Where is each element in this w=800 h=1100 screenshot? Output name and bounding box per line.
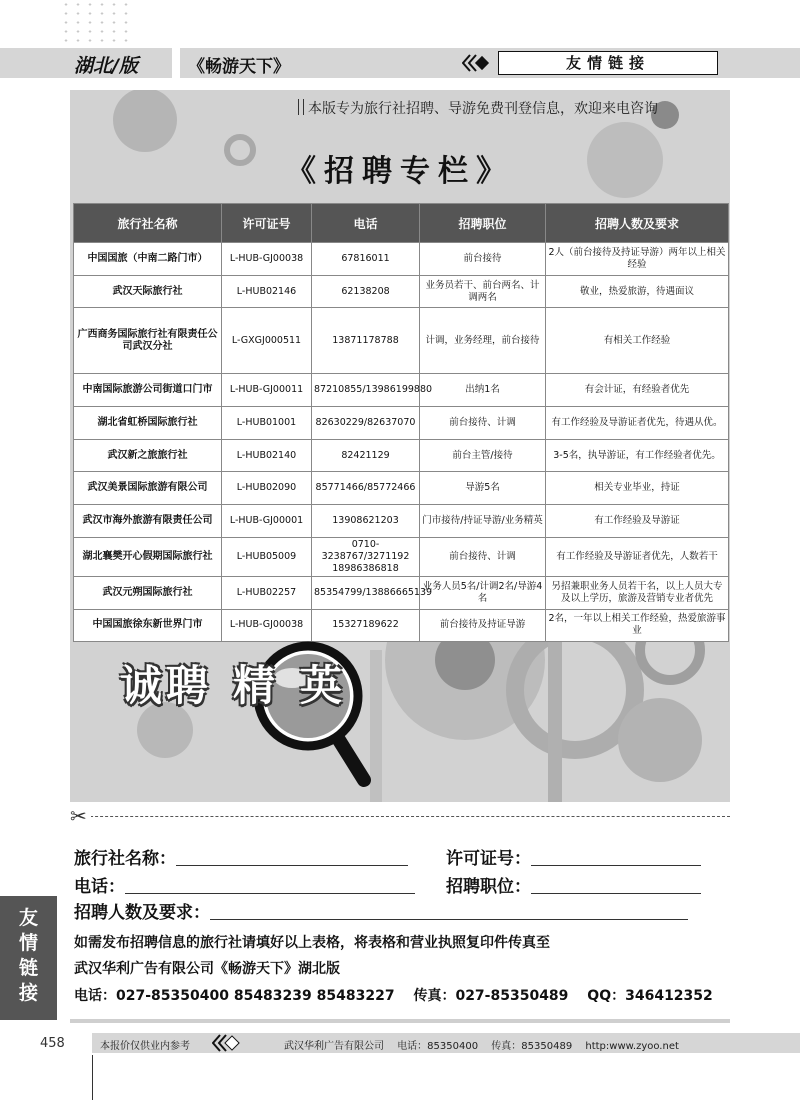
form-phone-label: 电话： <box>74 877 125 897</box>
agency-name: 中国国旅（中南二路门市） <box>74 243 222 276</box>
section-link-box[interactable]: 友情链接 <box>498 51 718 75</box>
job-requirement: 有工作经验及导游证者优先，待遇从优。 <box>546 407 729 440</box>
requirement-input[interactable] <box>210 919 688 920</box>
job-position: 前台接待、计调 <box>420 407 546 440</box>
header-divider <box>172 48 180 78</box>
position-input[interactable] <box>531 893 701 894</box>
job-requirement: 另招兼职业务人员若干名，以上人员大专及以上学历，旅游及营销专业者优先 <box>546 576 729 609</box>
license-number: L-HUB-GJ00011 <box>222 374 312 407</box>
job-requirement: 2名，一年以上相关工作经验，热爱旅游事业 <box>546 609 729 642</box>
bottom-rule <box>70 1019 730 1023</box>
job-requirement: 有工作经验及导游证 <box>546 505 729 538</box>
license-number: L-HUB05009 <box>222 537 312 576</box>
license-number: L-HUB02146 <box>222 275 312 308</box>
license-number: L-HUB-GJ00038 <box>222 609 312 642</box>
job-requirement: 有会计证，有经验者优先 <box>546 374 729 407</box>
agency-name: 中国国旅徐东新世界门市 <box>74 609 222 642</box>
phone-number: 85354799/13886665139 <box>312 576 420 609</box>
double-chevron-icon <box>212 1033 242 1053</box>
license-number: L-HUB01001 <box>222 407 312 440</box>
recruitment-table <box>73 203 729 642</box>
form-requirement-row <box>74 898 688 923</box>
job-requirement: 有相关工作经验 <box>546 308 729 374</box>
phone-number: 85771466/85772466 <box>312 472 420 505</box>
agency-name-input[interactable] <box>176 865 408 866</box>
slogan-right: 英 <box>300 661 347 710</box>
phone-number: 15327189622 <box>312 609 420 642</box>
table-row <box>74 275 729 308</box>
form-license-label: 许可证号： <box>446 849 531 869</box>
info-qq: QQ：346412352 <box>587 988 713 1004</box>
agency-name: 武汉美景国际旅游有限公司 <box>74 472 222 505</box>
sidetab-char: 情 <box>18 932 38 954</box>
license-number: L-HUB-GJ00038 <box>222 243 312 276</box>
sidetab-char: 接 <box>18 982 38 1004</box>
table-row <box>74 308 729 374</box>
job-requirement: 2人（前台接待及持证导游）两年以上相关经验 <box>546 243 729 276</box>
slogan-left: 诚聘 <box>120 661 213 710</box>
table-row <box>74 472 729 505</box>
form-agency-label: 旅行社名称： <box>74 849 176 869</box>
form-license-row <box>446 844 701 869</box>
license-number: L-GXGJ000511 <box>222 308 312 374</box>
job-position: 业务员若干、前台两名、计调两名 <box>420 275 546 308</box>
table-row <box>74 407 729 440</box>
table-row <box>74 609 729 642</box>
agency-name: 武汉新之旅旅行社 <box>74 439 222 472</box>
job-position: 出纳1名 <box>420 374 546 407</box>
job-requirement: 相关专业毕业，持证 <box>546 472 729 505</box>
slogan <box>120 653 346 713</box>
edition-label: 湖北/版 <box>74 55 138 77</box>
license-number: L-HUB02140 <box>222 439 312 472</box>
cut-line <box>70 816 730 818</box>
footer-fax: 传真：85350489 <box>491 1041 573 1052</box>
job-position: 前台接待及持证导游 <box>420 609 546 642</box>
col-header-agency: 旅行社名称 <box>74 204 222 243</box>
agency-name: 中南国际旅游公司街道口门市 <box>74 374 222 407</box>
decorative-dots <box>60 0 130 45</box>
license-number: L-HUB02257 <box>222 576 312 609</box>
sidetab-char: 链 <box>18 957 38 979</box>
phone-input[interactable] <box>125 893 415 894</box>
footer-company: 武汉华利广告有限公司 <box>284 1041 384 1052</box>
job-requirement: 敬业，热爱旅游，待遇面议 <box>546 275 729 308</box>
phone-number: 0710-3238767/3271192 18986386818 <box>312 537 420 576</box>
form-agency-row <box>74 844 408 869</box>
table-row <box>74 374 729 407</box>
agency-name: 武汉天际旅行社 <box>74 275 222 308</box>
job-requirement: 3-5名，执导游证，有工作经验者优先。 <box>546 439 729 472</box>
col-header-phone: 电话 <box>312 204 420 243</box>
scissors-icon: ✂ <box>70 804 91 828</box>
agency-name: 武汉市海外旅游有限责任公司 <box>74 505 222 538</box>
form-requirement-label: 招聘人数及要求： <box>74 903 210 923</box>
license-number: L-HUB02090 <box>222 472 312 505</box>
job-position: 前台接待、计调 <box>420 537 546 576</box>
phone-number: 82421129 <box>312 439 420 472</box>
friendly-links-tab[interactable] <box>0 896 57 1020</box>
page-footer <box>0 1033 800 1055</box>
info-line-1: 如需发布招聘信息的旅行社请填好以上表格，将表格和营业执照复印件传真至 <box>74 935 550 951</box>
phone-number: 82630229/82637070 <box>312 407 420 440</box>
magazine-title: 《畅游天下》 <box>188 57 290 77</box>
footer-website[interactable]: http:www.zyoo.net <box>585 1041 679 1052</box>
table-row <box>74 243 729 276</box>
phone-number: 13908621203 <box>312 505 420 538</box>
page-title: 《招聘专栏》 <box>286 154 514 189</box>
phone-number: 67816011 <box>312 243 420 276</box>
license-number: L-HUB-GJ00001 <box>222 505 312 538</box>
info-contacts <box>74 985 713 1005</box>
col-header-license: 许可证号 <box>222 204 312 243</box>
table-row <box>74 505 729 538</box>
phone-number: 13871178788 <box>312 308 420 374</box>
agency-name: 广西商务国际旅行社有限责任公司武汉分社 <box>74 308 222 374</box>
job-position: 业务人员5名/计调2名/导游4名 <box>420 576 546 609</box>
slogan-center: 精 <box>233 661 280 710</box>
agency-name: 湖北襄樊开心假期国际旅行社 <box>74 537 222 576</box>
phone-number: 62138208 <box>312 275 420 308</box>
job-position: 前台主管/接待 <box>420 439 546 472</box>
phone-number: 87210855/13986199880 <box>312 374 420 407</box>
col-header-position: 招聘职位 <box>420 204 546 243</box>
agency-name: 武汉元朔国际旅行社 <box>74 576 222 609</box>
col-header-requirement: 招聘人数及要求 <box>546 204 729 243</box>
license-input[interactable] <box>531 865 701 866</box>
table-row <box>74 576 729 609</box>
page-header <box>0 48 800 78</box>
footer-phone: 电话：85350400 <box>397 1041 479 1052</box>
form-phone-row <box>74 872 415 897</box>
double-chevron-icon <box>462 53 492 73</box>
footer-contact <box>284 1037 689 1052</box>
job-position: 前台接待 <box>420 243 546 276</box>
left-margin-rule <box>92 1055 93 1100</box>
info-phones: 电话：027-85350400 85483239 85483227 <box>74 988 395 1004</box>
info-line-2: 武汉华利广告有限公司《畅游天下》湖北版 <box>74 961 340 977</box>
form-position-label: 招聘职位： <box>446 877 531 897</box>
form-position-row <box>446 872 701 897</box>
recruitment-panel <box>70 90 730 802</box>
info-fax: 传真：027-85350489 <box>413 988 569 1004</box>
intro-bar <box>298 99 304 115</box>
agency-name: 湖北省虹桥国际旅行社 <box>74 407 222 440</box>
table-row <box>74 537 729 576</box>
job-position: 导游5名 <box>420 472 546 505</box>
intro-text <box>298 98 658 118</box>
intro-label: 本版专为旅行社招聘、导游免费刊登信息，欢迎来电咨询 <box>308 101 658 117</box>
job-position: 门市接待/持证导游/业务精英 <box>420 505 546 538</box>
footer-reference: 本报价仅供业内参考 <box>100 1041 190 1052</box>
job-requirement: 有工作经验及导游证者优先，人数若干 <box>546 537 729 576</box>
job-position: 计调，业务经理，前台接待 <box>420 308 546 374</box>
sidetab-char: 友 <box>18 907 38 929</box>
page-number: 458 <box>40 1036 65 1051</box>
table-row <box>74 439 729 472</box>
